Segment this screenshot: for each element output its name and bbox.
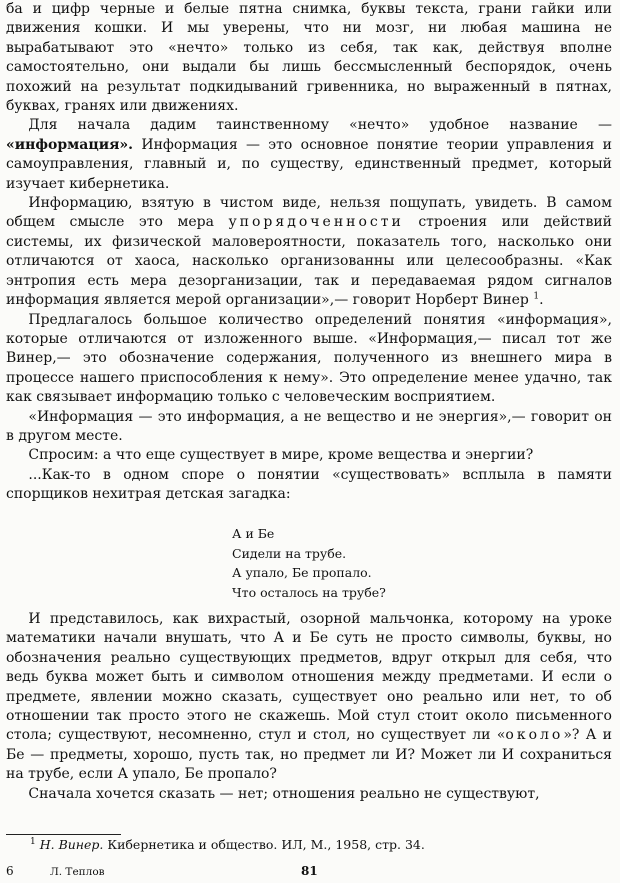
poem-line: Сидели на трубе. bbox=[232, 545, 347, 561]
text-run: И представилось, как вихрастый, озорной мальчонка, которому на уроке математики начали внушать, что А и Бе суть не просто символы, буквы, но обозначения реально существующих предметов, вдруг открыл для себя, что ведь буква может быть и символом отношения между предметами. И если о предмете, явлении можно сказать, существует оно реально или нет, то об отношении так просто этого не скажешь. Мой стул стоит около письменного стола; существуют, несомненно, стул и стол, но существует ли « bbox=[6, 611, 612, 744]
text-run: строения или действий системы, их физической маловероятности, показатель того, насколько они отличаются от хаоса, насколько организованны или целесообразны. «Как энтропия есть мера дезорганизации, так и передаваемая рядом сигналов информация является мерой организации»,— говорит Норберт Винер bbox=[6, 214, 612, 309]
text-run: »? А и Бе — предметы, хорошо, пусть так, но предмет ли И? Может ли И сохраниться на трубе, если А упало, Бе пропало? bbox=[6, 727, 613, 783]
text-run: . bbox=[539, 292, 544, 309]
footnote-author: Н. Винер. bbox=[39, 837, 104, 852]
text-run: Сначала хочется сказать — нет; отношения реально не существуют, bbox=[28, 785, 540, 802]
paragraph bbox=[6, 311, 612, 408]
paragraph bbox=[6, 785, 612, 804]
footnote-ref: 1 bbox=[533, 291, 540, 302]
text-run: ...Как-то в одном споре о понятии «существовать» всплыла в памяти спорщиков нехитрая детская загадка: bbox=[6, 466, 612, 503]
text-run: около bbox=[505, 727, 564, 744]
paragraph bbox=[6, 116, 612, 194]
text-run: Информацию, взятую в чистом виде, нельзя пощупать, увидеть. В самом общем смысле это мера bbox=[6, 195, 612, 231]
riddle-poem bbox=[232, 524, 386, 602]
footnote-mark: 1 bbox=[30, 836, 36, 847]
poem-line: Что осталось на трубе? bbox=[232, 584, 386, 600]
signature-number: 6 bbox=[6, 864, 14, 878]
paragraph bbox=[6, 610, 612, 785]
poem-line: А упало, Бе пропало. bbox=[232, 565, 372, 580]
footnote bbox=[30, 836, 425, 853]
text-run: Для начала дадим таинственному «нечто» удобное название — bbox=[28, 117, 612, 134]
paragraph bbox=[6, 194, 612, 310]
footnote-text: Кибернетика и общество. ИЛ, М., 1958, стр. 34. bbox=[103, 837, 425, 852]
paragraph bbox=[6, 408, 612, 447]
text-run: «Информация — это информация, а не вещество и не энергия»,— говорит он в другом месте. bbox=[6, 408, 612, 444]
text-run: упорядоченности bbox=[228, 214, 404, 231]
signature-name: Л. Теплов bbox=[50, 866, 105, 878]
body-text bbox=[6, 0, 612, 505]
text-run: ба и цифр черные и белые пятна снимка, буквы текста, грани гайки или движения кошки. И мы уверены, что ни мозг, ни любая машина не вырабатывают это «нечто» только из себя, так как, действуя вполне самостоятельно, они выдали бы лишь бессмысленный беспорядок, очень похожий на результат подкидываний гривенника, но выраженный в пятнах, буквах, гранях или движениях. bbox=[6, 1, 612, 115]
text-run: Информация — это основное понятие теории управления и самоуправления, главный и, по существу, единственный предмет, который изучает кибернетика. bbox=[6, 136, 612, 192]
bold-term: «информация». bbox=[6, 136, 134, 153]
paragraph bbox=[6, 0, 612, 116]
poem-line: А и Бе bbox=[232, 526, 275, 541]
page-number: 81 bbox=[301, 864, 318, 878]
footnote-divider bbox=[6, 834, 121, 835]
text-run: Спросим: а что еще существует в мире, кроме вещества и энергии? bbox=[28, 447, 534, 464]
paragraph bbox=[6, 466, 612, 505]
paragraph bbox=[6, 446, 612, 465]
text-run: Предлагалось большое количество определений понятия «информация», которые отличаются от изложенного выше. «Информация,— писал тот же Винер,— это обозначение содержания, полученного из внешнего мира в процессе нашего приспособления к нему». Это определение менее удачно, так как связывает информацию только с человеческим восприятием. bbox=[6, 311, 612, 406]
body-text-continued bbox=[6, 610, 612, 804]
